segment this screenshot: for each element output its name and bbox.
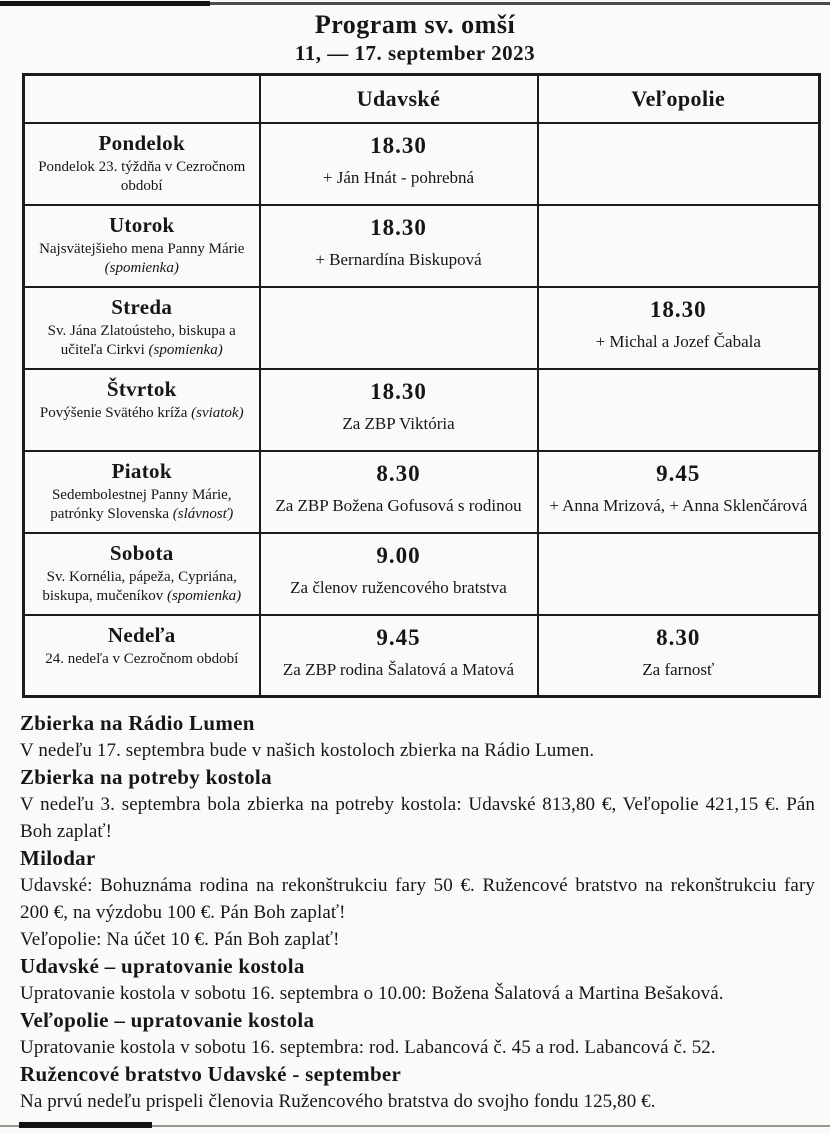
announcement-paragraph: Upratovanie kostola v sobotu 16. septembra: rod. Labancová č. 45 a rod. Labancová č. 52. [20, 1037, 716, 1058]
udavske-cell [260, 123, 538, 205]
announcement-paragraph: Veľopolie: Na účet 10 €. Pán Boh zaplať! [20, 929, 340, 950]
day-description-note: (sviatok) [191, 404, 244, 421]
announcement-paragraph: V nedeľu 17. septembra bude v našich kostoloch zbierka na Rádio Lumen. [20, 740, 595, 761]
day-description-text: Sedembolestnej Panny Márie, patrónky Slovenska [50, 486, 232, 522]
mass-intention: Za farnosť [642, 659, 715, 679]
day-cell [24, 123, 260, 205]
day-description [28, 158, 256, 196]
header-row [24, 75, 820, 123]
day-cell [24, 287, 260, 369]
mass-intention: Za ZBP Božena Gofusová s rodinou [275, 495, 522, 515]
velopolie-cell [538, 287, 820, 369]
day-description-text: Pondelok 23. týždňa v Cezročnom období [38, 158, 246, 194]
table-row-tuesday [24, 205, 820, 287]
day-description-text: Sv. Jána Zlatoústeho, biskupa a učiteľa Cirkvi [47, 322, 236, 358]
day-description [28, 322, 256, 360]
mass-time [542, 133, 816, 159]
table-row-monday [24, 123, 820, 205]
mass-intention: + Michal a Jozef Čabala [595, 331, 761, 351]
announcement-heading: Milodar [20, 846, 96, 870]
announcement-paragraph: Upratovanie kostola v sobotu 16. septembra o 10.00: Božena Šalatová a Martina Bešaková. [20, 983, 724, 1004]
udavske-cell [260, 451, 538, 533]
mass-time: 18.30 [649, 296, 707, 322]
velopolie-cell [538, 205, 820, 287]
mass-time [264, 297, 534, 323]
udavske-cell [260, 369, 538, 451]
mass-intention: Za ZBP rodina Šalatová a Matová [282, 659, 515, 679]
table-row-friday [24, 451, 820, 533]
day-name: Sobota [109, 540, 174, 565]
announcement-heading: Veľopolie – upratovanie kostola [20, 1008, 315, 1032]
mass-time: 8.30 [376, 460, 421, 486]
announcement-radio-lumen [20, 710, 815, 764]
day-description-text: Sv. Kornélia, pápeža, Cypriána, biskupa, mučeníkov [42, 568, 237, 604]
velopolie-cell [538, 123, 820, 205]
mass-intention: + Ján Hnát - pohrebná [322, 167, 475, 187]
mass-schedule-table [22, 73, 821, 698]
day-cell [24, 615, 260, 697]
announcement-paragraph: V nedeľu 3. septembra bola zbierka na potreby kostola: Udavské 813,80 €, Veľopolie 421,15 €. Pán Boh zaplať! [20, 794, 815, 842]
day-description-text: Najsvätejšieho mena Panny Márie [39, 240, 245, 257]
mass-time [542, 215, 816, 241]
mass-intention: Za ZBP Viktória [342, 413, 455, 433]
announcement-heading: Zbierka na potreby kostola [20, 765, 272, 789]
announcement-heading: Udavské – upratovanie kostola [20, 954, 305, 978]
mass-time: 18.30 [370, 132, 427, 158]
day-name: Streda [111, 294, 173, 319]
day-description [28, 486, 256, 524]
page-subtitle: 11, — 17. september 2023 [294, 41, 536, 65]
table-row-saturday [24, 533, 820, 615]
column-header-velopolie: Veľopolie [538, 75, 820, 123]
mass-time: 18.30 [370, 214, 427, 240]
day-description [28, 650, 256, 669]
announcement-donation [20, 845, 815, 953]
day-cell [24, 533, 260, 615]
udavske-cell [260, 205, 538, 287]
day-cell [24, 205, 260, 287]
day-description [28, 240, 256, 278]
mass-time: 9.45 [376, 624, 421, 650]
day-name: Nedeľa [107, 622, 176, 647]
table-header [24, 75, 820, 123]
day-cell [24, 369, 260, 451]
mass-time: 9.00 [376, 542, 421, 568]
udavske-cell [260, 533, 538, 615]
announcement-paragraph: Na prvú nedeľu prispeli členovia Ružencového bratstva do svojho fondu 125,80 €. [20, 1091, 656, 1112]
velopolie-cell [538, 369, 820, 451]
announcement-church-collection [20, 764, 815, 845]
announcement-rosary-brotherhood [20, 1061, 815, 1115]
day-description-note: (spomienka) [148, 341, 223, 358]
announcement-cleaning-udavske [20, 953, 815, 1007]
mass-intention: Za členov ružencového bratstva [290, 577, 507, 597]
udavske-cell [260, 615, 538, 697]
day-description [28, 568, 256, 606]
day-name: Pondelok [98, 130, 185, 155]
table-row-wednesday [24, 287, 820, 369]
top-rule-dark-segment [0, 1, 210, 6]
page-title: Program sv. omší [314, 10, 516, 39]
mass-intention: + Bernardína Biskupová [315, 249, 482, 269]
announcement-paragraph: Udavské: Bohuznáma rodina na rekonštrukciu fary 50 €. Ružencové bratstvo na rekonštrukciu fary 200 €, na výzdobu 100 €. Pán Boh zaplať! [20, 875, 815, 923]
day-name: Štvrtok [106, 376, 177, 401]
mass-time: 9.45 [656, 460, 701, 486]
day-description-note: (spomienka) [104, 259, 179, 276]
mass-intention: + Anna Mrizová, + Anna Sklenčárová [549, 495, 808, 515]
day-description-text: Povýšenie Svätého kríža [39, 404, 188, 421]
column-header-day [24, 75, 260, 123]
day-name: Piatok [111, 458, 172, 483]
udavske-cell [260, 287, 538, 369]
mass-time [542, 543, 816, 569]
velopolie-cell [538, 533, 820, 615]
velopolie-cell [538, 451, 820, 533]
day-description [28, 404, 256, 423]
day-description-note: (spomienka) [166, 587, 242, 604]
day-description-text: 24. nedeľa v Cezročnom období [45, 650, 239, 667]
announcement-heading: Zbierka na Rádio Lumen [20, 711, 255, 735]
announcement-heading: Ružencové bratstvo Udavské - september [20, 1062, 402, 1086]
announcements-section [20, 710, 815, 1115]
mass-time [542, 379, 816, 405]
mass-time: 18.30 [370, 378, 427, 404]
velopolie-cell [538, 615, 820, 697]
bottom-rule-dark-segment [19, 1122, 152, 1128]
day-name: Utorok [108, 212, 175, 237]
column-header-udavske: Udavské [260, 75, 538, 123]
announcement-cleaning-velopolie [20, 1007, 815, 1061]
mass-time: 8.30 [656, 624, 701, 650]
day-description-note: (slávnosť) [172, 505, 234, 522]
table-row-thursday [24, 369, 820, 451]
day-cell [24, 451, 260, 533]
table-row-sunday [24, 615, 820, 697]
